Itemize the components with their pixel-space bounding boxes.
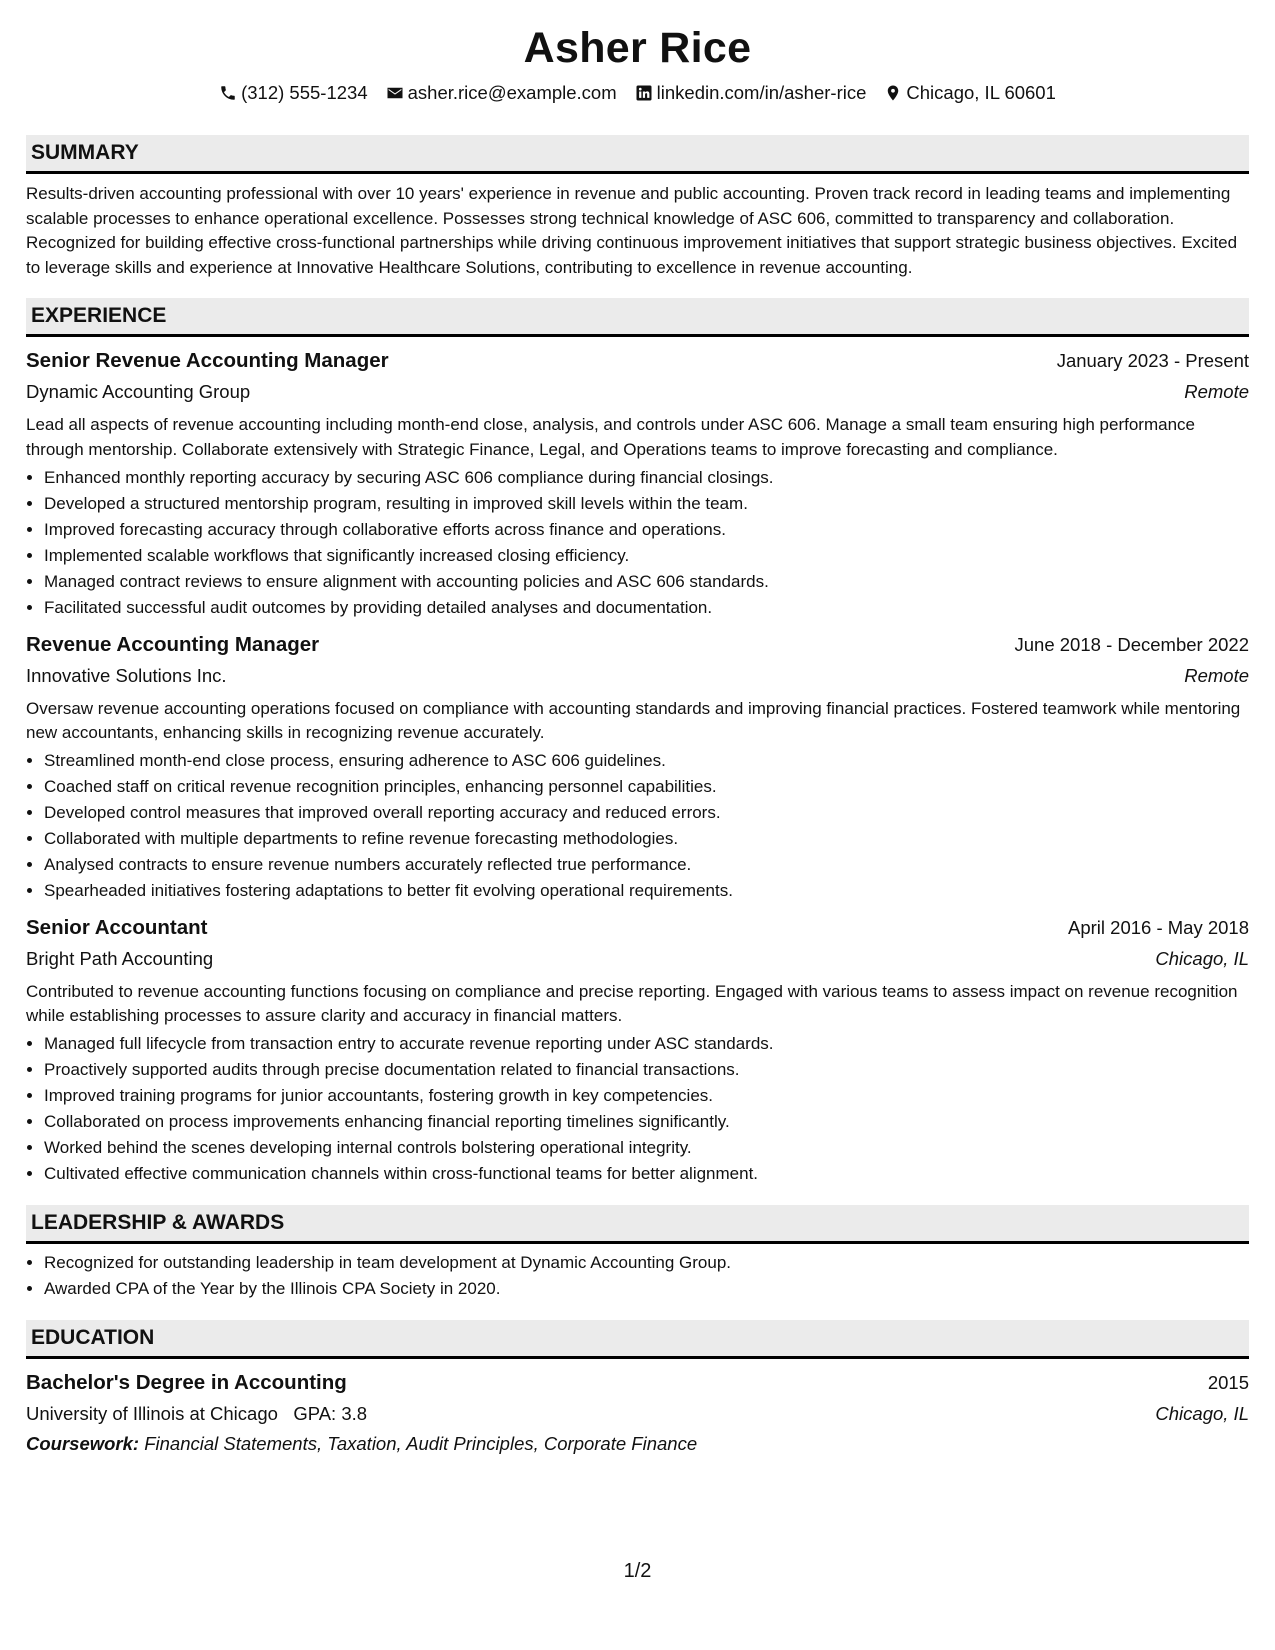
list-item: • Improved training programs for junior accountants, fostering growth in key competencies. <box>44 1083 1249 1109</box>
job-bullets <box>26 1031 1249 1187</box>
job-entry <box>26 345 1249 620</box>
list-item: • Facilitated successful audit outcomes by providing detailed analyses and documentation. <box>44 595 1249 621</box>
list-item: • Implemented scalable workflows that significantly increased closing efficiency. <box>44 543 1249 569</box>
contact-email[interactable] <box>386 80 617 106</box>
job-location: Remote <box>1184 664 1249 686</box>
map-marker-icon <box>884 84 902 102</box>
gpa: GPA: 3.8 <box>293 1402 368 1424</box>
list-item: • Analysed contracts to ensure revenue numbers accurately reflected true performance. <box>44 852 1249 878</box>
email-address[interactable]: asher.rice@example.com <box>407 82 617 103</box>
section-heading-awards: LEADERSHIP & AWARDS <box>26 1205 1249 1244</box>
phone-number: (312) 555-1234 <box>241 82 368 103</box>
job-entry <box>26 912 1249 1187</box>
contact-location <box>884 80 1055 106</box>
linkedin-icon <box>635 84 653 102</box>
job-title: Senior Accountant <box>26 915 208 939</box>
job-description: Oversaw revenue accounting operations focused on compliance with accounting standards and improving financial practices. Fostered teamwork while mentoring new accountants, enhancing skills in recognizing revenue accurately. <box>26 698 1241 743</box>
job-dates: January 2023 - Present <box>1056 350 1249 372</box>
job-title: Revenue Accounting Manager <box>26 632 320 656</box>
linkedin-url[interactable]: linkedin.com/in/asher-rice <box>656 82 867 103</box>
page-number: 1/2 <box>623 1560 652 1582</box>
phone-icon <box>219 84 237 102</box>
section-heading-education: EDUCATION <box>26 1320 1249 1359</box>
job-description: Lead all aspects of revenue accounting including month-end close, analysis, and controls under ASC 606. Manage a small team ensuring high performance through mentorship. Collaborate extensively with Strategic Finance, Legal, and Operations teams to improve forecasting and compliance. <box>26 415 1195 459</box>
coursework-label: Coursework: <box>26 1432 140 1454</box>
list-item: • Worked behind the scenes developing internal controls bolstering operational integrity. <box>44 1135 1249 1161</box>
job-dates: April 2016 - May 2018 <box>1068 916 1249 938</box>
list-item: • Awarded CPA of the Year by the Illinois CPA Society in 2020. <box>44 1276 1249 1302</box>
summary-text: Results-driven accounting professional with over 10 years' experience in revenue and public accounting. Proven track record in leading teams and implementing scalable processes to enhance operational excellence. Possesses strong technical knowledge of ASC 606, committed to transparency and collaboration. Recognized for building effective cross-functional partnerships while driving continuous improvement initiatives that support strategic business objectives. Excited to leverage skills and experience at Innovative Healthcare Solutions, contributing to excellence in revenue accounting. <box>26 184 1238 277</box>
job-description: Contributed to revenue accounting functions focusing on compliance and precise reporting. Engaged with various teams to assess impact on revenue recognition while establishing processes to assure clarity and accuracy in financial matters. <box>26 981 1238 1026</box>
contact-phone <box>219 80 368 106</box>
list-item: • Cultivated effective communication channels within cross-functional teams for better alignment. <box>44 1161 1249 1187</box>
school-and-gpa <box>26 1399 367 1429</box>
envelope-icon <box>386 84 404 102</box>
list-item: • Proactively supported audits through precise documentation related to financial transactions. <box>44 1057 1249 1083</box>
list-item: • Streamlined month-end close process, ensuring adherence to ASC 606 guidelines. <box>44 748 1249 774</box>
section-heading-summary: SUMMARY <box>26 135 1249 174</box>
job-company: Dynamic Accounting Group <box>26 381 251 403</box>
list-item: • Developed control measures that improved overall reporting accuracy and reduced errors. <box>44 800 1249 826</box>
contact-bar <box>26 80 1249 106</box>
degree-title: Bachelor's Degree in Accounting <box>26 1370 347 1394</box>
location-text: Chicago, IL 60601 <box>906 82 1056 103</box>
list-item: • Improved forecasting accuracy through collaborative efforts across finance and operations. <box>44 517 1249 543</box>
job-location: Chicago, IL <box>1155 947 1249 969</box>
list-item: • Collaborated with multiple departments to refine revenue forecasting methodologies. <box>44 826 1249 852</box>
list-item: • Enhanced monthly reporting accuracy by securing ASC 606 compliance during financial closings. <box>44 465 1249 491</box>
list-item: • Spearheaded initiatives fostering adaptations to better fit evolving operational requirements. <box>44 878 1249 904</box>
list-item: • Developed a structured mentorship program, resulting in improved skill levels within the team. <box>44 491 1249 517</box>
list-item: • Managed full lifecycle from transaction entry to accurate revenue reporting under ASC standards. <box>44 1031 1249 1057</box>
awards-list <box>26 1250 1249 1302</box>
list-item: • Recognized for outstanding leadership in team development at Dynamic Accounting Group. <box>44 1250 1249 1276</box>
list-item: • Collaborated on process improvements enhancing financial reporting timelines significantly. <box>44 1109 1249 1135</box>
education-entry <box>26 1367 1249 1459</box>
coursework <box>26 1429 1249 1459</box>
section-heading-experience: EXPERIENCE <box>26 298 1249 337</box>
resume-page <box>26 18 1249 1459</box>
job-company: Innovative Solutions Inc. <box>26 664 227 686</box>
job-title: Senior Revenue Accounting Manager <box>26 349 389 373</box>
school-name: University of Illinois at Chicago <box>26 1402 278 1424</box>
job-entry <box>26 629 1249 904</box>
coursework-list: Financial Statements, Taxation, Audit Principles, Corporate Finance <box>144 1432 698 1454</box>
list-item: • Coached staff on critical revenue recognition principles, enhancing personnel capabilities. <box>44 774 1249 800</box>
candidate-name: Asher Rice <box>523 24 752 72</box>
school-location: Chicago, IL <box>1155 1402 1249 1424</box>
job-bullets <box>26 748 1249 904</box>
contact-linkedin[interactable] <box>635 80 867 106</box>
job-bullets <box>26 465 1249 621</box>
job-company: Bright Path Accounting <box>26 947 214 969</box>
list-item: • Managed contract reviews to ensure alignment with accounting policies and ASC 606 standards. <box>44 569 1249 595</box>
job-location: Remote <box>1184 381 1249 403</box>
job-dates: June 2018 - December 2022 <box>1014 633 1249 655</box>
graduation-year: 2015 <box>1207 1371 1249 1393</box>
